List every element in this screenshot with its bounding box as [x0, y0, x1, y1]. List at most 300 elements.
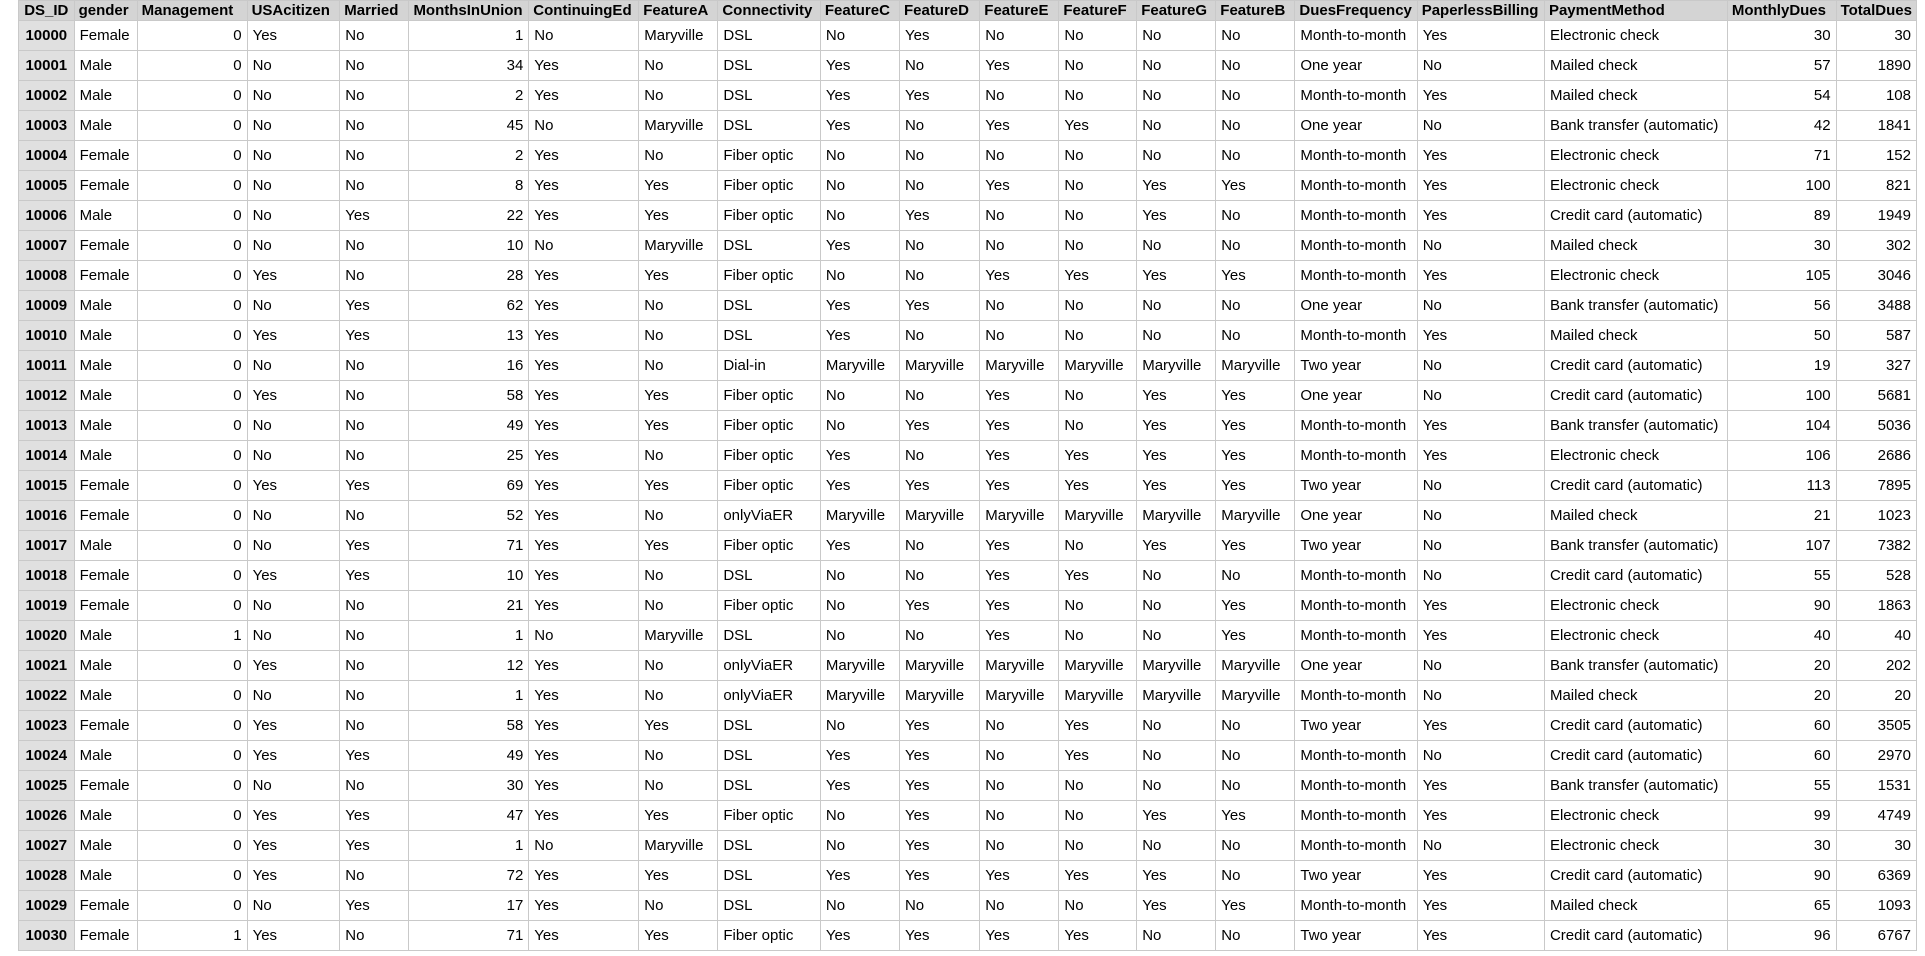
- cell-connectivity[interactable]: onlyViaER: [718, 681, 821, 711]
- cell-continuing-ed[interactable]: Yes: [529, 921, 639, 951]
- cell-married[interactable]: No: [340, 681, 409, 711]
- cell-feature-e[interactable]: Yes: [980, 411, 1059, 441]
- cell-feature-g[interactable]: No: [1137, 711, 1216, 741]
- cell-continuing-ed[interactable]: Yes: [529, 141, 639, 171]
- cell-feature-d[interactable]: Yes: [899, 711, 979, 741]
- cell-months[interactable]: 52: [409, 501, 529, 531]
- cell-gender[interactable]: Female: [74, 591, 137, 621]
- cell-continuing-ed[interactable]: Yes: [529, 351, 639, 381]
- cell-dues-frequency[interactable]: Month-to-month: [1295, 741, 1417, 771]
- cell-feature-b[interactable]: No: [1216, 21, 1295, 51]
- cell-monthly-dues[interactable]: 65: [1727, 891, 1836, 921]
- cell-monthly-dues[interactable]: 105: [1727, 261, 1836, 291]
- cell-management[interactable]: 0: [137, 291, 247, 321]
- cell-payment-method[interactable]: Credit card (automatic): [1544, 561, 1727, 591]
- cell-feature-g[interactable]: Maryville: [1137, 351, 1216, 381]
- cell-months[interactable]: 49: [409, 741, 529, 771]
- cell-total-dues[interactable]: 5681: [1836, 381, 1916, 411]
- cell-gender[interactable]: Male: [74, 441, 137, 471]
- cell-usacitizen[interactable]: No: [247, 681, 340, 711]
- cell-months[interactable]: 47: [409, 801, 529, 831]
- cell-feature-d[interactable]: Yes: [899, 771, 979, 801]
- cell-usacitizen[interactable]: No: [247, 891, 340, 921]
- cell-feature-d[interactable]: No: [899, 891, 979, 921]
- cell-monthly-dues[interactable]: 19: [1727, 351, 1836, 381]
- cell-gender[interactable]: Female: [74, 711, 137, 741]
- cell-payment-method[interactable]: Credit card (automatic): [1544, 201, 1727, 231]
- cell-gender[interactable]: Male: [74, 531, 137, 561]
- cell-married[interactable]: No: [340, 171, 409, 201]
- cell-management[interactable]: 0: [137, 171, 247, 201]
- cell-feature-a[interactable]: No: [639, 561, 718, 591]
- cell-feature-e[interactable]: No: [980, 231, 1059, 261]
- cell-usacitizen[interactable]: No: [247, 51, 340, 81]
- cell-married[interactable]: No: [340, 141, 409, 171]
- cell-married[interactable]: No: [340, 651, 409, 681]
- cell-feature-b[interactable]: No: [1216, 711, 1295, 741]
- cell-feature-d[interactable]: Maryville: [899, 651, 979, 681]
- cell-feature-g[interactable]: No: [1137, 81, 1216, 111]
- cell-feature-b[interactable]: No: [1216, 111, 1295, 141]
- cell-married[interactable]: No: [340, 621, 409, 651]
- cell-feature-c[interactable]: Yes: [820, 861, 899, 891]
- cell-gender[interactable]: Male: [74, 351, 137, 381]
- cell-feature-d[interactable]: No: [899, 381, 979, 411]
- cell-connectivity[interactable]: onlyViaER: [718, 651, 821, 681]
- cell-dues-frequency[interactable]: Month-to-month: [1295, 891, 1417, 921]
- cell-gender[interactable]: Male: [74, 741, 137, 771]
- cell-connectivity[interactable]: Fiber optic: [718, 261, 821, 291]
- cell-gender[interactable]: Female: [74, 261, 137, 291]
- cell-feature-f[interactable]: No: [1059, 381, 1137, 411]
- cell-feature-g[interactable]: No: [1137, 231, 1216, 261]
- column-header-married[interactable]: Married: [340, 1, 409, 21]
- cell-feature-f[interactable]: No: [1059, 771, 1137, 801]
- cell-months[interactable]: 58: [409, 381, 529, 411]
- cell-payment-method[interactable]: Mailed check: [1544, 501, 1727, 531]
- cell-months[interactable]: 45: [409, 111, 529, 141]
- cell-feature-g[interactable]: Maryville: [1137, 501, 1216, 531]
- cell-feature-d[interactable]: Yes: [899, 831, 979, 861]
- cell-married[interactable]: No: [340, 771, 409, 801]
- cell-feature-d[interactable]: No: [899, 141, 979, 171]
- cell-connectivity[interactable]: DSL: [718, 891, 821, 921]
- cell-feature-c[interactable]: Yes: [820, 531, 899, 561]
- cell-connectivity[interactable]: Fiber optic: [718, 471, 821, 501]
- cell-gender[interactable]: Male: [74, 381, 137, 411]
- cell-feature-d[interactable]: Maryville: [899, 681, 979, 711]
- cell-feature-a[interactable]: No: [639, 51, 718, 81]
- cell-feature-c[interactable]: No: [820, 201, 899, 231]
- cell-gender[interactable]: Male: [74, 681, 137, 711]
- row-id-cell[interactable]: 10026: [19, 801, 75, 831]
- cell-management[interactable]: 0: [137, 711, 247, 741]
- cell-feature-b[interactable]: No: [1216, 81, 1295, 111]
- cell-dues-frequency[interactable]: Month-to-month: [1295, 681, 1417, 711]
- cell-total-dues[interactable]: 7895: [1836, 471, 1916, 501]
- cell-payment-method[interactable]: Credit card (automatic): [1544, 861, 1727, 891]
- cell-management[interactable]: 1: [137, 621, 247, 651]
- cell-dues-frequency[interactable]: Two year: [1295, 531, 1417, 561]
- cell-monthly-dues[interactable]: 55: [1727, 561, 1836, 591]
- cell-management[interactable]: 0: [137, 321, 247, 351]
- cell-connectivity[interactable]: DSL: [718, 711, 821, 741]
- cell-paperless[interactable]: Yes: [1417, 441, 1544, 471]
- cell-feature-c[interactable]: No: [820, 591, 899, 621]
- cell-feature-f[interactable]: Yes: [1059, 111, 1137, 141]
- column-header-usacitizen[interactable]: USAcitizen: [247, 1, 340, 21]
- row-id-cell[interactable]: 10001: [19, 51, 75, 81]
- cell-feature-c[interactable]: No: [820, 561, 899, 591]
- cell-married[interactable]: No: [340, 381, 409, 411]
- cell-married[interactable]: Yes: [340, 891, 409, 921]
- cell-feature-c[interactable]: Maryville: [820, 681, 899, 711]
- cell-management[interactable]: 0: [137, 111, 247, 141]
- cell-connectivity[interactable]: DSL: [718, 291, 821, 321]
- cell-feature-f[interactable]: No: [1059, 81, 1137, 111]
- cell-months[interactable]: 69: [409, 471, 529, 501]
- cell-continuing-ed[interactable]: Yes: [529, 201, 639, 231]
- cell-dues-frequency[interactable]: Month-to-month: [1295, 441, 1417, 471]
- cell-usacitizen[interactable]: Yes: [247, 741, 340, 771]
- cell-usacitizen[interactable]: No: [247, 231, 340, 261]
- cell-connectivity[interactable]: DSL: [718, 231, 821, 261]
- cell-feature-a[interactable]: Maryville: [639, 111, 718, 141]
- cell-usacitizen[interactable]: No: [247, 621, 340, 651]
- cell-feature-e[interactable]: No: [980, 711, 1059, 741]
- column-header-feature-a[interactable]: FeatureA: [639, 1, 718, 21]
- column-header-id[interactable]: DS_ID: [19, 1, 75, 21]
- cell-feature-d[interactable]: Yes: [899, 201, 979, 231]
- cell-feature-a[interactable]: No: [639, 291, 718, 321]
- cell-payment-method[interactable]: Bank transfer (automatic): [1544, 531, 1727, 561]
- cell-usacitizen[interactable]: No: [247, 591, 340, 621]
- cell-feature-a[interactable]: No: [639, 651, 718, 681]
- cell-feature-f[interactable]: No: [1059, 891, 1137, 921]
- cell-feature-g[interactable]: No: [1137, 741, 1216, 771]
- cell-feature-b[interactable]: No: [1216, 561, 1295, 591]
- cell-feature-b[interactable]: Yes: [1216, 891, 1295, 921]
- cell-paperless[interactable]: No: [1417, 111, 1544, 141]
- cell-feature-g[interactable]: No: [1137, 111, 1216, 141]
- cell-months[interactable]: 71: [409, 531, 529, 561]
- cell-feature-b[interactable]: No: [1216, 201, 1295, 231]
- cell-paperless[interactable]: No: [1417, 291, 1544, 321]
- cell-gender[interactable]: Female: [74, 891, 137, 921]
- cell-feature-f[interactable]: Yes: [1059, 741, 1137, 771]
- cell-feature-d[interactable]: Yes: [899, 471, 979, 501]
- cell-continuing-ed[interactable]: Yes: [529, 291, 639, 321]
- cell-feature-a[interactable]: Maryville: [639, 831, 718, 861]
- cell-feature-e[interactable]: No: [980, 831, 1059, 861]
- cell-feature-f[interactable]: Yes: [1059, 711, 1137, 741]
- cell-management[interactable]: 0: [137, 651, 247, 681]
- cell-feature-d[interactable]: Maryville: [899, 501, 979, 531]
- row-id-cell[interactable]: 10007: [19, 231, 75, 261]
- cell-continuing-ed[interactable]: Yes: [529, 561, 639, 591]
- cell-payment-method[interactable]: Electronic check: [1544, 441, 1727, 471]
- column-header-connectivity[interactable]: Connectivity: [718, 1, 821, 21]
- cell-management[interactable]: 0: [137, 81, 247, 111]
- cell-management[interactable]: 0: [137, 771, 247, 801]
- cell-feature-d[interactable]: Yes: [899, 921, 979, 951]
- cell-feature-b[interactable]: No: [1216, 321, 1295, 351]
- cell-dues-frequency[interactable]: One year: [1295, 381, 1417, 411]
- cell-feature-b[interactable]: Yes: [1216, 381, 1295, 411]
- cell-feature-a[interactable]: No: [639, 741, 718, 771]
- cell-feature-g[interactable]: No: [1137, 771, 1216, 801]
- cell-gender[interactable]: Male: [74, 831, 137, 861]
- cell-management[interactable]: 0: [137, 381, 247, 411]
- cell-feature-b[interactable]: Yes: [1216, 801, 1295, 831]
- cell-feature-c[interactable]: Yes: [820, 291, 899, 321]
- cell-married[interactable]: Yes: [340, 471, 409, 501]
- row-id-cell[interactable]: 10024: [19, 741, 75, 771]
- cell-married[interactable]: No: [340, 51, 409, 81]
- cell-feature-g[interactable]: Yes: [1137, 891, 1216, 921]
- cell-feature-a[interactable]: Yes: [639, 381, 718, 411]
- cell-connectivity[interactable]: Fiber optic: [718, 801, 821, 831]
- cell-dues-frequency[interactable]: Month-to-month: [1295, 831, 1417, 861]
- cell-paperless[interactable]: No: [1417, 231, 1544, 261]
- cell-dues-frequency[interactable]: Month-to-month: [1295, 561, 1417, 591]
- cell-feature-f[interactable]: Yes: [1059, 921, 1137, 951]
- cell-total-dues[interactable]: 1093: [1836, 891, 1916, 921]
- cell-continuing-ed[interactable]: Yes: [529, 681, 639, 711]
- cell-feature-d[interactable]: No: [899, 51, 979, 81]
- cell-gender[interactable]: Male: [74, 111, 137, 141]
- row-id-cell[interactable]: 10020: [19, 621, 75, 651]
- cell-connectivity[interactable]: onlyViaER: [718, 501, 821, 531]
- cell-feature-f[interactable]: Maryville: [1059, 501, 1137, 531]
- column-header-continuing-ed[interactable]: ContinuingEd: [529, 1, 639, 21]
- cell-connectivity[interactable]: DSL: [718, 321, 821, 351]
- column-header-feature-d[interactable]: FeatureD: [899, 1, 979, 21]
- cell-total-dues[interactable]: 302: [1836, 231, 1916, 261]
- cell-married[interactable]: Yes: [340, 531, 409, 561]
- cell-management[interactable]: 0: [137, 681, 247, 711]
- cell-usacitizen[interactable]: Yes: [247, 381, 340, 411]
- cell-feature-b[interactable]: Yes: [1216, 621, 1295, 651]
- cell-months[interactable]: 49: [409, 411, 529, 441]
- row-id-cell[interactable]: 10030: [19, 921, 75, 951]
- cell-paperless[interactable]: No: [1417, 651, 1544, 681]
- cell-gender[interactable]: Female: [74, 141, 137, 171]
- cell-monthly-dues[interactable]: 90: [1727, 591, 1836, 621]
- cell-dues-frequency[interactable]: Month-to-month: [1295, 411, 1417, 441]
- cell-feature-e[interactable]: Yes: [980, 51, 1059, 81]
- cell-dues-frequency[interactable]: Month-to-month: [1295, 771, 1417, 801]
- cell-months[interactable]: 28: [409, 261, 529, 291]
- cell-monthly-dues[interactable]: 30: [1727, 21, 1836, 51]
- cell-usacitizen[interactable]: No: [247, 351, 340, 381]
- cell-monthly-dues[interactable]: 57: [1727, 51, 1836, 81]
- cell-dues-frequency[interactable]: Month-to-month: [1295, 591, 1417, 621]
- cell-total-dues[interactable]: 202: [1836, 651, 1916, 681]
- cell-total-dues[interactable]: 3488: [1836, 291, 1916, 321]
- cell-feature-e[interactable]: No: [980, 321, 1059, 351]
- cell-feature-g[interactable]: No: [1137, 291, 1216, 321]
- cell-feature-f[interactable]: No: [1059, 21, 1137, 51]
- row-id-cell[interactable]: 10029: [19, 891, 75, 921]
- cell-feature-b[interactable]: No: [1216, 51, 1295, 81]
- cell-monthly-dues[interactable]: 90: [1727, 861, 1836, 891]
- cell-feature-b[interactable]: No: [1216, 831, 1295, 861]
- cell-feature-e[interactable]: Yes: [980, 261, 1059, 291]
- cell-payment-method[interactable]: Electronic check: [1544, 831, 1727, 861]
- cell-paperless[interactable]: No: [1417, 381, 1544, 411]
- cell-total-dues[interactable]: 821: [1836, 171, 1916, 201]
- row-id-cell[interactable]: 10004: [19, 141, 75, 171]
- cell-usacitizen[interactable]: Yes: [247, 21, 340, 51]
- cell-married[interactable]: No: [340, 81, 409, 111]
- cell-connectivity[interactable]: Fiber optic: [718, 591, 821, 621]
- cell-feature-c[interactable]: Yes: [820, 771, 899, 801]
- cell-feature-g[interactable]: Yes: [1137, 411, 1216, 441]
- cell-feature-f[interactable]: No: [1059, 291, 1137, 321]
- column-header-feature-g[interactable]: FeatureG: [1137, 1, 1216, 21]
- cell-gender[interactable]: Male: [74, 291, 137, 321]
- cell-management[interactable]: 0: [137, 261, 247, 291]
- cell-married[interactable]: Yes: [340, 561, 409, 591]
- cell-continuing-ed[interactable]: Yes: [529, 381, 639, 411]
- cell-feature-f[interactable]: Maryville: [1059, 681, 1137, 711]
- cell-usacitizen[interactable]: Yes: [247, 711, 340, 741]
- cell-dues-frequency[interactable]: Month-to-month: [1295, 201, 1417, 231]
- cell-management[interactable]: 0: [137, 561, 247, 591]
- cell-management[interactable]: 0: [137, 891, 247, 921]
- cell-gender[interactable]: Male: [74, 81, 137, 111]
- cell-payment-method[interactable]: Credit card (automatic): [1544, 921, 1727, 951]
- cell-usacitizen[interactable]: Yes: [247, 321, 340, 351]
- cell-paperless[interactable]: No: [1417, 351, 1544, 381]
- cell-gender[interactable]: Female: [74, 561, 137, 591]
- cell-feature-e[interactable]: Yes: [980, 591, 1059, 621]
- cell-dues-frequency[interactable]: Month-to-month: [1295, 141, 1417, 171]
- cell-feature-b[interactable]: No: [1216, 771, 1295, 801]
- cell-continuing-ed[interactable]: No: [529, 831, 639, 861]
- cell-feature-a[interactable]: No: [639, 591, 718, 621]
- cell-feature-a[interactable]: No: [639, 351, 718, 381]
- cell-feature-d[interactable]: No: [899, 621, 979, 651]
- cell-married[interactable]: No: [340, 231, 409, 261]
- cell-usacitizen[interactable]: No: [247, 531, 340, 561]
- cell-usacitizen[interactable]: Yes: [247, 801, 340, 831]
- cell-paperless[interactable]: No: [1417, 741, 1544, 771]
- cell-usacitizen[interactable]: Yes: [247, 561, 340, 591]
- cell-feature-e[interactable]: Yes: [980, 441, 1059, 471]
- cell-connectivity[interactable]: DSL: [718, 561, 821, 591]
- column-header-dues-frequency[interactable]: DuesFrequency: [1295, 1, 1417, 21]
- cell-connectivity[interactable]: Dial-in: [718, 351, 821, 381]
- cell-monthly-dues[interactable]: 99: [1727, 801, 1836, 831]
- cell-months[interactable]: 72: [409, 861, 529, 891]
- cell-feature-c[interactable]: No: [820, 621, 899, 651]
- cell-continuing-ed[interactable]: Yes: [529, 471, 639, 501]
- cell-feature-e[interactable]: Yes: [980, 861, 1059, 891]
- cell-gender[interactable]: Male: [74, 201, 137, 231]
- cell-feature-a[interactable]: No: [639, 771, 718, 801]
- cell-feature-a[interactable]: No: [639, 501, 718, 531]
- cell-payment-method[interactable]: Bank transfer (automatic): [1544, 111, 1727, 141]
- cell-feature-c[interactable]: No: [820, 711, 899, 741]
- cell-feature-e[interactable]: No: [980, 891, 1059, 921]
- cell-feature-c[interactable]: Yes: [820, 321, 899, 351]
- row-id-cell[interactable]: 10022: [19, 681, 75, 711]
- cell-months[interactable]: 1: [409, 831, 529, 861]
- cell-usacitizen[interactable]: No: [247, 441, 340, 471]
- cell-months[interactable]: 30: [409, 771, 529, 801]
- row-id-cell[interactable]: 10017: [19, 531, 75, 561]
- cell-feature-g[interactable]: No: [1137, 591, 1216, 621]
- cell-feature-a[interactable]: Yes: [639, 411, 718, 441]
- row-id-cell[interactable]: 10003: [19, 111, 75, 141]
- cell-feature-c[interactable]: No: [820, 801, 899, 831]
- cell-feature-e[interactable]: Yes: [980, 171, 1059, 201]
- cell-management[interactable]: 0: [137, 411, 247, 441]
- cell-management[interactable]: 0: [137, 51, 247, 81]
- cell-continuing-ed[interactable]: Yes: [529, 261, 639, 291]
- cell-feature-g[interactable]: Yes: [1137, 201, 1216, 231]
- column-header-feature-e[interactable]: FeatureE: [980, 1, 1059, 21]
- cell-total-dues[interactable]: 1531: [1836, 771, 1916, 801]
- cell-total-dues[interactable]: 6369: [1836, 861, 1916, 891]
- cell-feature-d[interactable]: Maryville: [899, 351, 979, 381]
- cell-payment-method[interactable]: Electronic check: [1544, 621, 1727, 651]
- cell-payment-method[interactable]: Electronic check: [1544, 591, 1727, 621]
- cell-total-dues[interactable]: 152: [1836, 141, 1916, 171]
- cell-payment-method[interactable]: Credit card (automatic): [1544, 351, 1727, 381]
- cell-continuing-ed[interactable]: Yes: [529, 801, 639, 831]
- cell-total-dues[interactable]: 1023: [1836, 501, 1916, 531]
- cell-months[interactable]: 22: [409, 201, 529, 231]
- cell-feature-f[interactable]: No: [1059, 231, 1137, 261]
- cell-feature-b[interactable]: Maryville: [1216, 351, 1295, 381]
- cell-feature-f[interactable]: Yes: [1059, 261, 1137, 291]
- cell-married[interactable]: No: [340, 861, 409, 891]
- cell-feature-c[interactable]: No: [820, 171, 899, 201]
- cell-feature-d[interactable]: No: [899, 171, 979, 201]
- cell-total-dues[interactable]: 6767: [1836, 921, 1916, 951]
- cell-feature-f[interactable]: Yes: [1059, 471, 1137, 501]
- cell-total-dues[interactable]: 1890: [1836, 51, 1916, 81]
- cell-management[interactable]: 0: [137, 441, 247, 471]
- cell-paperless[interactable]: No: [1417, 501, 1544, 531]
- row-id-cell[interactable]: 10014: [19, 441, 75, 471]
- cell-months[interactable]: 1: [409, 621, 529, 651]
- cell-months[interactable]: 1: [409, 21, 529, 51]
- cell-monthly-dues[interactable]: 60: [1727, 711, 1836, 741]
- cell-total-dues[interactable]: 587: [1836, 321, 1916, 351]
- cell-payment-method[interactable]: Bank transfer (automatic): [1544, 411, 1727, 441]
- cell-feature-a[interactable]: No: [639, 81, 718, 111]
- cell-total-dues[interactable]: 5036: [1836, 411, 1916, 441]
- cell-management[interactable]: 0: [137, 231, 247, 261]
- cell-continuing-ed[interactable]: Yes: [529, 711, 639, 741]
- cell-connectivity[interactable]: DSL: [718, 831, 821, 861]
- cell-payment-method[interactable]: Electronic check: [1544, 801, 1727, 831]
- cell-total-dues[interactable]: 40: [1836, 621, 1916, 651]
- cell-feature-e[interactable]: No: [980, 141, 1059, 171]
- cell-monthly-dues[interactable]: 96: [1727, 921, 1836, 951]
- cell-dues-frequency[interactable]: Two year: [1295, 921, 1417, 951]
- cell-feature-b[interactable]: Yes: [1216, 441, 1295, 471]
- cell-payment-method[interactable]: Mailed check: [1544, 321, 1727, 351]
- cell-monthly-dues[interactable]: 104: [1727, 411, 1836, 441]
- cell-dues-frequency[interactable]: Month-to-month: [1295, 261, 1417, 291]
- cell-total-dues[interactable]: 108: [1836, 81, 1916, 111]
- cell-management[interactable]: 1: [137, 921, 247, 951]
